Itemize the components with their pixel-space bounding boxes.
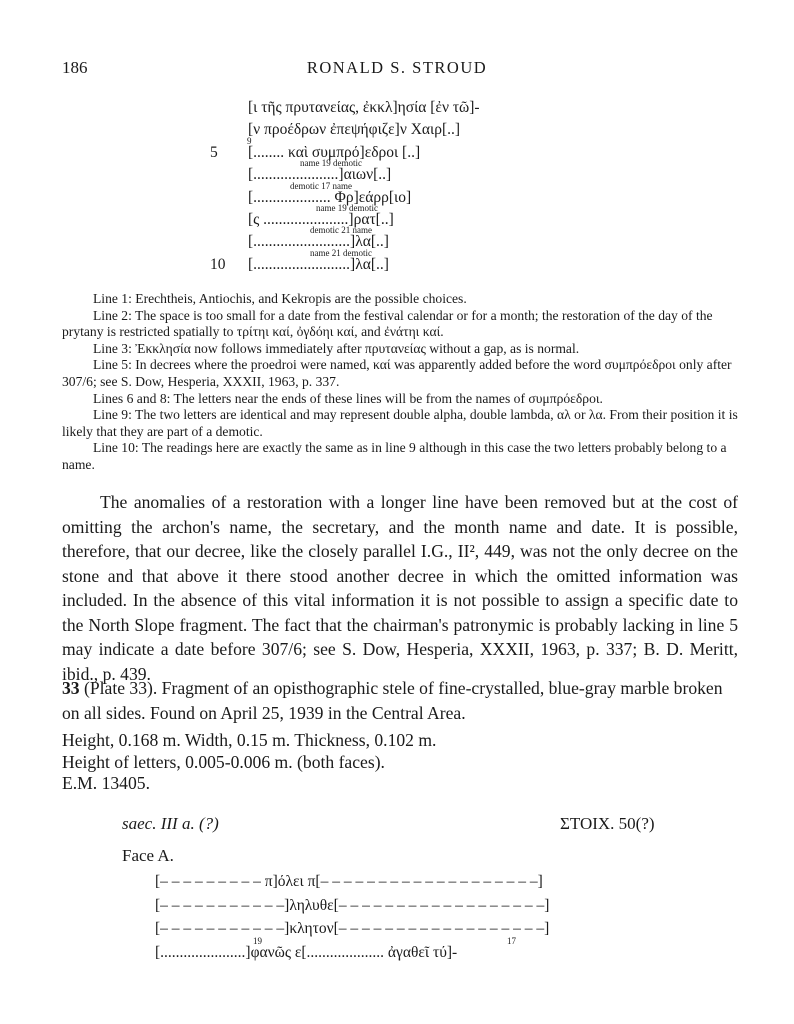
letter-count: 19 [253, 935, 262, 946]
face-a-line [155, 920, 715, 944]
entry-number: 33 [62, 678, 80, 698]
letter-count: 17 [507, 935, 516, 946]
note-line-10: Line 10: The readings here are exactly the same as in line 9 although in this case the two letters probably belong to a name. [62, 440, 727, 472]
letter-count: demotic 17 name [290, 180, 352, 191]
line-number: 10 [210, 255, 226, 273]
inscription-line-text: [ι τῆς πρυτανείας, ἐκκλ]ησία [ἐν τῶ]- [248, 99, 480, 116]
commentary-notes [62, 291, 738, 474]
page-number: 186 [62, 58, 88, 77]
measurements [62, 730, 738, 795]
face-a-line-text: [– – – – – – – – – – –]ληλυθε[– – – – – – – – – – – – – – – – – –] [155, 896, 550, 914]
inventory-number: E.M. 13405. [62, 773, 150, 794]
catalog-entry [62, 676, 738, 725]
entry-description: (Plate 33). Fragment of an opisthographic stele of fine-crystalled, blue-gray marble broken on all sides. Found on April 25, 1939 in the Central Area. [62, 678, 723, 723]
letter-count: name 21 demotic [310, 247, 372, 258]
note-line-3: Line 3: Ἐκκλησία now follows immediately after πρυτανείας without a gap, as is normal. [93, 340, 580, 356]
inscription-line-text: [ν προέδρων ἐπεψήφιζε]ν Χαιρ[..] [248, 121, 461, 139]
face-a-line [155, 873, 715, 897]
inscription-line [210, 247, 540, 278]
letter-count: name 19 demotic [300, 158, 362, 169]
note-line-5: Line 5: In decrees where the proedroi were named, καί was apparently added before the word συμπρόεδροι only after 307/6; see S. Dow, Hesperia, XXXII, 1963, p. 337. [62, 357, 732, 389]
stoichedon-count: ΣΤΟΙΧ. 50(?) [560, 814, 655, 833]
inscription-line [210, 135, 540, 169]
inscription-line-text: [ς ......................]ρατ[..] [248, 210, 394, 228]
note-lines-6-8: Lines 6 and 8: The letters near the ends of these lines will be from the names of συμπρόεδροι. [93, 390, 603, 406]
face-a-line [155, 897, 715, 921]
letter-count: demotic 21 name [310, 225, 372, 236]
inscription-line-text: [......................]αιων[..] [248, 166, 392, 184]
face-a-line-text: [– – – – – – – – – – –]κλητον[– – – – – – – – – – – – – – – – – –] [155, 920, 550, 937]
face-label: Face A. [122, 846, 174, 865]
dimensions: Height, 0.168 m. Width, 0.15 m. Thickness, 0.102 m. [62, 730, 437, 750]
line-number: 5 [210, 143, 218, 161]
inscription-line [210, 202, 540, 236]
inscription-text [210, 99, 540, 278]
inscription-line-text: [.........................]λα[..] [248, 233, 389, 251]
letter-count: name 19 demotic [316, 202, 378, 213]
letter-height: Height of letters, 0.005-0.006 m. (both faces). [62, 751, 385, 772]
inscription-line-text: [.................... Φρ]εάρρ[ιο] [248, 188, 412, 206]
note-line-9: Line 9: The two letters are identical and may represent double alpha, double lambda, αλ or λα. From their position it is likely that they are part of a demotic. [62, 407, 738, 439]
page-header [0, 58, 794, 82]
inscription-line [210, 225, 540, 255]
discussion-paragraph: The anomalies of a restoration with a longer line have been removed but at the cost of omitting the archon's name, the secretary, and the month name and date. It is possible, therefore, that our decree, like the closely parallel I.G., II², 449, was not the only decree on the stone and that above it there stood another decree in which the omitted information was included. In the absence of this vital information it is not possible to assign a specific date to the North Slope fragment. The fact that the chairman's patronymic is probably lacking in line 5 may indicate a date before 307/6; see S. Dow, Hesperia, XXXII, 1963, p. 337; B. D. Meritt, ibid., p. 439. [62, 492, 738, 684]
inscription-line [210, 99, 540, 121]
face-a-line [155, 935, 715, 968]
face-a-line-text: [– – – – – – – – – π]όλει π[– – – – – – – – – – – – – – – – – – –] [155, 873, 543, 890]
note-line-1: Line 1: Erechtheis, Antiochis, and Kekropis are the possible choices. [93, 291, 467, 306]
date-text: saec. III a. (?) [122, 814, 219, 833]
running-head: RONALD S. STROUD [306, 58, 488, 77]
letter-count: 9 [247, 135, 252, 146]
inscription-line [210, 121, 540, 143]
face-a-text [155, 873, 715, 967]
inscription-line-text: [........ καὶ συμπρό]εδροι [..] [248, 143, 421, 161]
note-line-2: Line 2: The space is too small for a date from the festival calendar or for a month; the restoration of the day of the prytany is restricted spatially to τρίτηι καί, ὀγδόηι καί, and ἐνάτηι καί. [62, 307, 713, 340]
face-a-line-text: [......................]φανῶς ε[.................... ἀγαθεῖ τύ]- [155, 943, 458, 961]
inscription-line-text: [.........................]λα[..] [248, 255, 389, 273]
date-line [122, 814, 219, 834]
inscription-line [210, 158, 540, 188]
